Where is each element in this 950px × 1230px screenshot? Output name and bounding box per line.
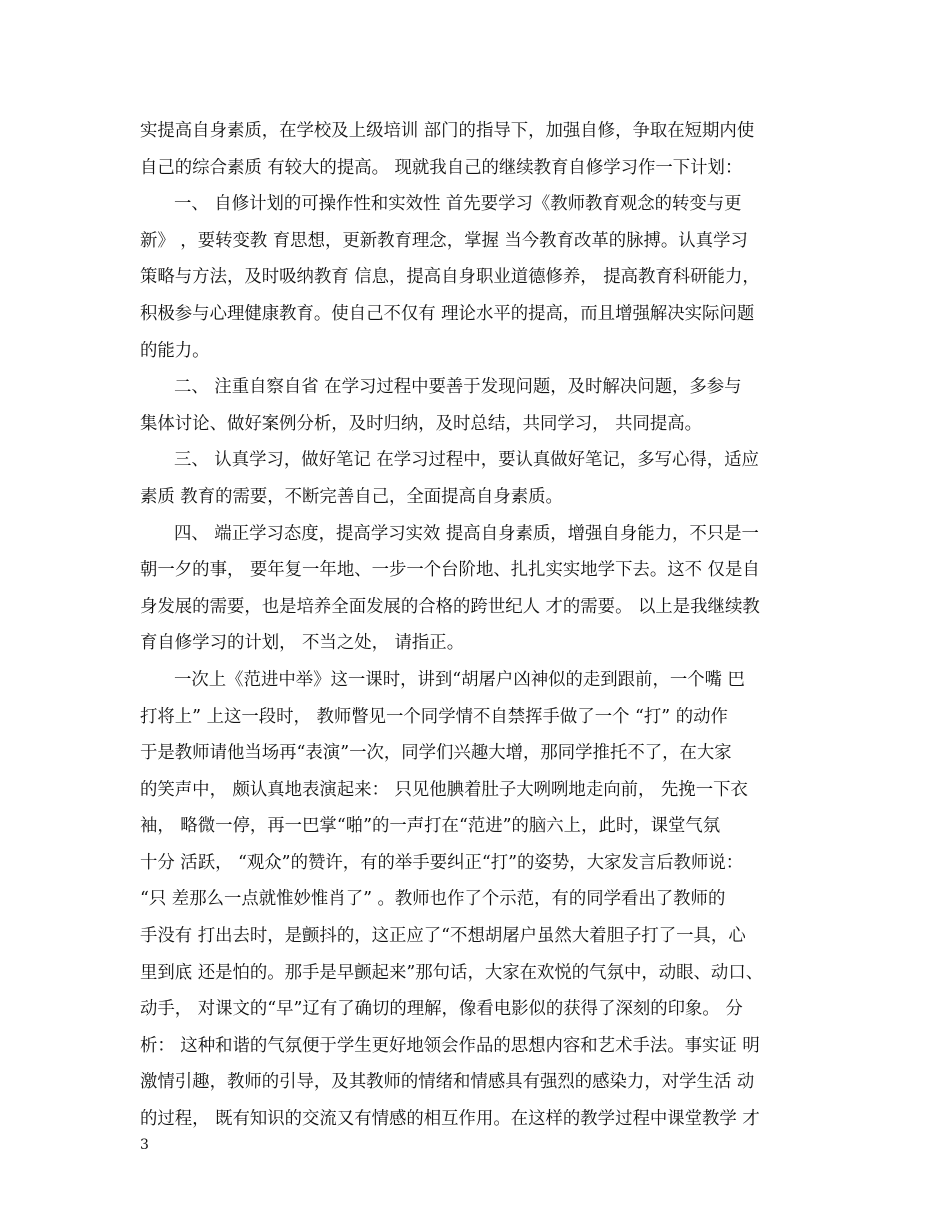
text-line: 素质 教育的需要，不断完善自己，全面提高自身素质。: [140, 486, 563, 507]
text-line: 析： 这种和谐的气氛便于学生更好地领会作品的思想内容和艺术手法。事实证 明: [140, 1035, 760, 1056]
text-line: 新》 ，要转变教 育思想，更新教育理念，掌握 当今教育改革的脉搏。认真学习: [140, 230, 748, 251]
text-line: 里到底 还是怕的。那手是早颤起来”那句话，大家在欢悦的气氛中，动眼、动口、: [140, 962, 764, 983]
text-line: 动手， 对课文的“早”辽有了确切的理解，像看电影似的获得了深刻的印象。 分: [140, 999, 743, 1020]
text-line: 实提高自身素质，在学校及上级培训 部门的指导下，加强自修，争取在短期内使: [140, 121, 755, 141]
text-line: 集体讨论、做好案例分析，及时归纳，及时总结，共同学习， 共同提高。: [140, 413, 703, 434]
text-line: 的笑声中， 颇认真地表演起来： 只见他腆着肚子大咧咧地走向前， 先挽一下衣: [140, 779, 748, 800]
text-line: 于是教师请他当场再“表演”一次，同学们兴趣大增，那同学推托不了，在大家: [140, 743, 732, 764]
text-line: 打将上” 上这一段时， 教师瞥见一个同学情不自禁挥手做了一个 “打” 的动作: [140, 706, 728, 727]
text-line: 三、 认真学习，做好笔记 在学习过程中，要认真做好笔记，多写心得，适应: [174, 450, 759, 471]
text-line: 的过程， 既有知识的交流又有情感的相互作用。在这样的教学过程中课堂教学 才: [140, 1109, 760, 1130]
text-line: 朝一夕的事， 要年复一年地、一步一个台阶地、扎扎实实地学下去。这不 仅是自: [140, 560, 760, 581]
text-line: 自己的综合素质 有较大的提高。 现就我自己的继续教育自修学习作一下计划：: [140, 157, 743, 178]
text-line: 策略与方法，及时吸纳教育 信息，提高自身职业道德修养， 提高教育科研能力，: [140, 267, 760, 288]
text-line: 一次上《范进中举》这一课时，讲到“胡屠户凶神似的走到跟前，一个嘴 巴: [174, 669, 745, 690]
text-line: 十分 活跃， “观众”的赞许，有的举手要纠正“打”的姿势，大家发言后教师说：: [140, 852, 744, 873]
text-line: 一、 自修计划的可操作性和实效性 首先要学习《教师教育观念的转变与更: [174, 194, 742, 215]
document-body: [140, 113, 830, 1138]
text-line: 手没有 打出去时，是颤抖的，这正应了“不想胡屠户虽然大着胆子打了一具，心: [140, 926, 746, 947]
text-line: 四、 端正学习态度，提高学习实效 提高自身素质，增强自身能力，不只是一: [174, 523, 759, 544]
text-line: 激情引趣，教师的引导，及其教师的情绪和情感具有强烈的感染力，对学生活 动: [140, 1072, 755, 1093]
text-line: 身发展的需要，也是培养全面发展的合格的跨世纪人 才的需要。 以上是我继续教: [140, 596, 760, 617]
text-line: “只 差那么一点就惟妙惟肖了” 。教师也作了个示范，有的同学看出了教师的: [140, 889, 726, 910]
text-line: 的能力。: [140, 340, 210, 361]
text-line: 二、 注重自察自省 在学习过程中要善于发现问题，及时解决问题，多参与: [174, 377, 742, 398]
text-line: 积极参与心理健康教育。使自己不仅有 理论水平的提高，而且增强解决实际问题: [140, 303, 755, 324]
text-line: 育自修学习的计划， 不当之处， 请指正。: [140, 633, 465, 654]
text-line: 袖， 略微一停，再一巴掌“啪”的一声打在“范进”的脑六上，此时，课堂气氛: [140, 816, 721, 837]
page-number: 3: [140, 1137, 149, 1153]
